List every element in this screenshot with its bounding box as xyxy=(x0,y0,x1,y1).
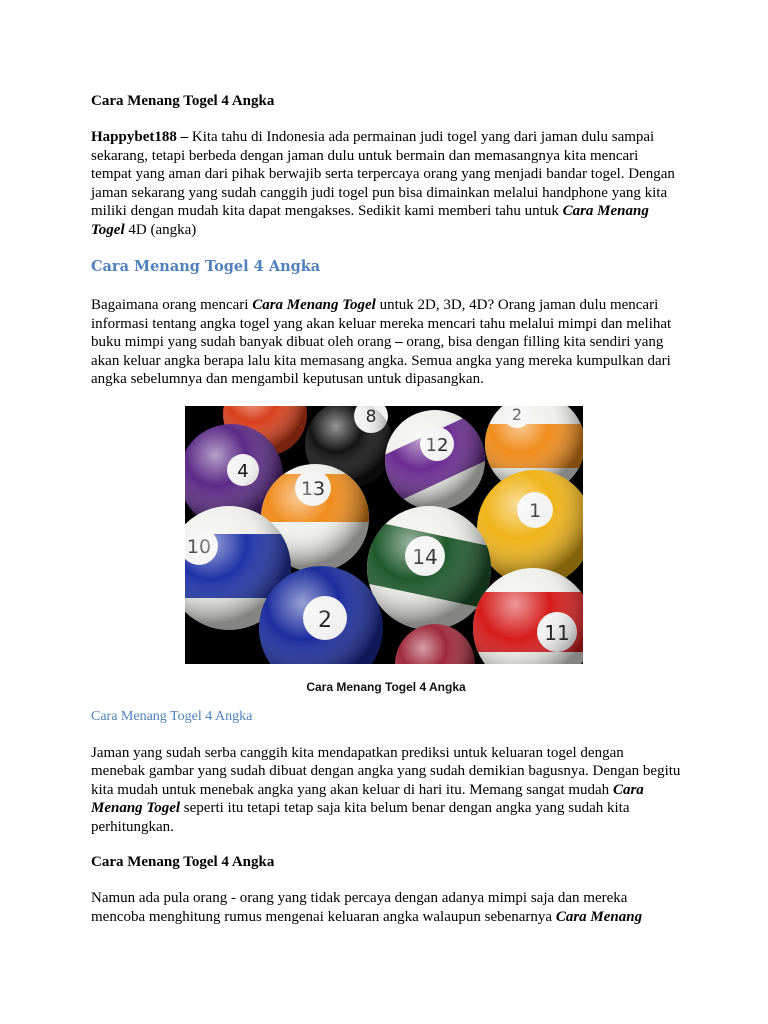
paragraph-2-text-2: seperti itu tetapi tetap saja kita belum benar dengan angka yang sudah kita perhitungkan. xyxy=(91,800,630,835)
paragraph-1-text-3: orang, bisa dengan filling kita sendiri yang akan keluar angka berapa lalu kita memasang angka. Semua angka yang mereka kumpulkan dari angka sebelumnya dan mengambil keputusan untuk dipasangkan. xyxy=(91,334,671,387)
paragraph-3-text: Namun ada pula orang - orang yang tidak percaya dengan adanya mimpi saja dan mereka mencoba menghitung rumus mengenai keluaran angka walaupun sebenarnya xyxy=(91,890,628,925)
intro-paragraph xyxy=(91,128,681,239)
paragraph-3-emphasis: Cara Menang xyxy=(555,908,643,925)
paragraph-3 xyxy=(91,889,681,926)
paragraph-2-text: Jaman yang sudah serba canggih kita mendapatkan prediksi untuk keluaran togel dengan menebak gambar yang sudah dibuat dengan angka yang sudah demikian bagusnya. Dengan begitu kita mudah untuk menebak angka yang akan keluar di hari itu. Memang sangat mudah xyxy=(91,744,681,798)
intro-text: Kita tahu di Indonesia ada permainan judi togel yang dari jaman dulu sampai sekarang, tetapi berbeda dengan jaman dulu untuk bermain dan memasangnya kita mencari tempat yang aman dari pihak berwajib serta terpercaya orang yang menjadi bandar togel. Dengan jaman sekarang yang sudah canggih judi togel pun bisa dimainkan melalui handphone yang kita miliki dengan mudah kita dapat mengakses. Sedikit kami memberi tahu untuk xyxy=(91,129,675,219)
section-heading-1: Cara Menang Togel 4 Angka xyxy=(91,258,321,275)
paragraph-1-text: Bagaimana orang mencari xyxy=(91,297,253,313)
paragraph-1-dash: – xyxy=(395,334,403,350)
paragraph-1 xyxy=(91,296,681,389)
ball-11 xyxy=(473,568,583,664)
intro-text-end: 4D (angka) xyxy=(124,221,197,238)
document-content xyxy=(91,92,681,926)
intro-emphasis: Cara Menang Togel xyxy=(91,203,649,238)
section-heading-3: Cara Menang Togel 4 Angka xyxy=(91,854,275,870)
paragraph-2 xyxy=(91,744,681,837)
ball-maroon xyxy=(395,624,475,664)
document-title: Cara Menang Togel 4 Angka xyxy=(91,93,275,109)
paragraph-1-text-2: untuk 2D, 3D, 4D? Orang jaman dulu mencari informasi tentang angka togel yang akan keluar mereka mencari tahu melalui mimpi dan melihat buku mimpi yang sudah banyak dibuat oleh orang xyxy=(91,297,672,350)
figure-caption: Cara Menang Togel 4 Angka xyxy=(306,679,466,694)
brand-name: Happybet188 – xyxy=(91,129,189,145)
paragraph-1-emphasis: Cara Menang Togel xyxy=(252,297,376,313)
billiard-balls-illustration xyxy=(185,406,583,664)
paragraph-2-emphasis: Cara Menang Togel xyxy=(91,781,644,816)
section-heading-2: Cara Menang Togel 4 Angka xyxy=(91,708,253,724)
ball-12 xyxy=(379,410,490,510)
billiard-balls-image xyxy=(185,406,583,664)
